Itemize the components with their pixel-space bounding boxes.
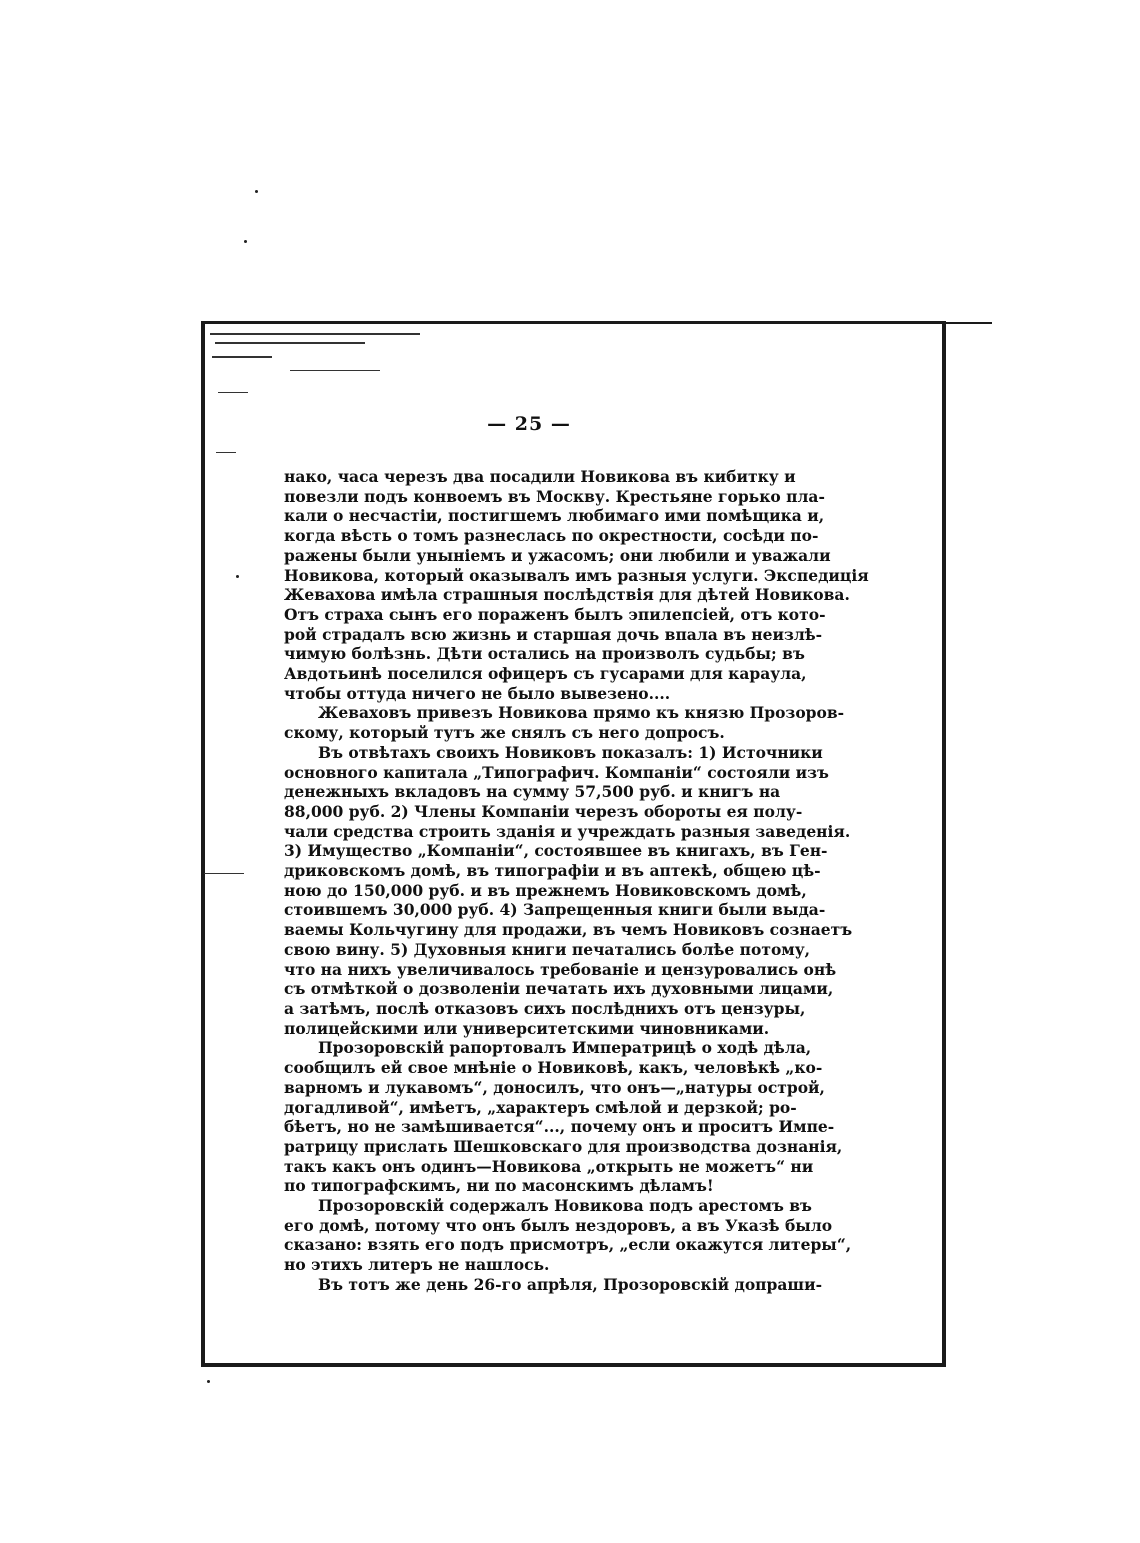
text-line: такъ какъ онъ одинъ—Новикова „открыть не можетъ“ ни (284, 1156, 814, 1176)
text-line: когда вѣсть о томъ разнеслась по окрестности, сосѣди по- (284, 526, 819, 546)
paragraph (284, 742, 853, 1039)
text-line: повезли подъ конвоемъ въ Москву. Крестьяне горько пла- (284, 486, 825, 506)
text-line: ратрицу прислать Шешковскаго для производства дознанія, (284, 1136, 843, 1156)
text-line: денежныхъ вкладовъ на сумму 57,500 руб. и книгъ на (284, 782, 781, 802)
scan-noise (212, 356, 272, 358)
text-line: сообщилъ ей свое мнѣніе о Новиковѣ, какъ, человѣкѣ „ко- (284, 1058, 823, 1078)
text-line: ражены были уныніемъ и ужасомъ; они любили и уважали (284, 545, 831, 565)
text-line: свою вину. 5) Духовныя книги печатались болѣе потому, (284, 939, 811, 959)
scan-speck (236, 575, 239, 578)
border-edge (940, 322, 992, 324)
scan-noise (216, 452, 236, 453)
text-line: ваемы Кольчугину для продажи, въ чемъ Новиковъ сознаетъ (284, 920, 853, 940)
text-line: скому, который тутъ же снялъ съ него допросъ. (284, 723, 725, 743)
text-line: Въ тотъ же день 26-го апрѣля, Прозоровскій допраши- (318, 1274, 822, 1294)
text-line: его домѣ, потому что онъ былъ нездоровъ, а въ Указѣ было (284, 1215, 833, 1235)
text-line: стоившемъ 30,000 руб. 4) Запрещенныя книги были выда- (284, 900, 826, 920)
text-line: а затѣмъ, послѣ отказовъ сихъ послѣднихъ отъ цензуры, (284, 998, 806, 1018)
text-line: Прозоровскій рапортовалъ Императрицѣ о ходѣ дѣла, (318, 1038, 812, 1058)
body-text (284, 467, 869, 1295)
text-line: Новикова, который оказывалъ имъ разныя услуги. Экспедиція (284, 565, 869, 585)
scan-noise (290, 370, 380, 371)
text-line: Прозоровскій содержалъ Новикова подъ арестомъ въ (318, 1196, 812, 1216)
text-line: рой страдалъ всю жизнь и старшая дочь впала въ неизлѣ- (284, 624, 823, 644)
text-line: чтобы оттуда ничего не было вывезено.... (284, 683, 671, 703)
paragraph (284, 467, 869, 703)
text-line: дриковскомъ домѣ, въ типографіи и въ аптекѣ, общею цѣ- (284, 861, 821, 881)
text-line: Отъ страха сынъ его пораженъ былъ эпилепсіей, отъ кото- (284, 604, 826, 624)
scan-speck (244, 240, 247, 243)
scan-noise (204, 873, 244, 874)
paragraph (284, 1196, 852, 1275)
text-line: полицейскими или университетскими чиновниками. (284, 1018, 770, 1038)
page-number: — 25 — (487, 413, 571, 435)
text-line: по типографскимъ, ни по масонскимъ дѣламъ! (284, 1176, 714, 1196)
text-line: съ отмѣткой о дозволеніи печатать ихъ духовными лицами, (284, 979, 834, 999)
text-line: Авдотьинѣ поселился офицеръ съ гусарами для караула, (284, 664, 807, 684)
text-line: чали средства строить зданія и учреждать разныя заведенія. (284, 821, 851, 841)
scan-noise (215, 342, 365, 344)
text-line: основного капитала „Типографич. Компаніи“ состояли изъ (284, 762, 829, 782)
paragraph (284, 1038, 843, 1196)
text-line: Жевахова имѣла страшныя послѣдствія для дѣтей Новикова. (284, 585, 850, 605)
text-line: Жеваховъ привезъ Новикова прямо къ князю Прозоров- (318, 703, 845, 723)
text-line: Въ отвѣтахъ своихъ Новиковъ показалъ: 1) Источники (318, 742, 823, 762)
paragraph (284, 1274, 822, 1295)
text-line: сказано: взять его подъ присмотръ, „если окажутся литеры“, (284, 1235, 852, 1255)
text-line: догадливой“, имѣетъ, „характеръ смѣлой и дерзкой; ро- (284, 1097, 797, 1117)
scan-speck (255, 190, 258, 193)
text-line: варномъ и лукавомъ“, доносилъ, что онъ—„натуры острой, (284, 1077, 825, 1097)
text-line: нако, часа черезъ два посадили Новикова въ кибитку и (284, 467, 796, 486)
text-line: что на нихъ увеличивалось требованіе и цензуровались онѣ (284, 959, 837, 979)
text-line: 3) Имущество „Компаніи“, состоявшее въ книгахъ, въ Ген- (284, 841, 828, 861)
scan-speck (207, 1380, 210, 1383)
paragraph (284, 703, 845, 743)
text-line: кали о несчастіи, постигшемъ любимаго ими помѣщика и, (284, 506, 825, 526)
text-line: 88,000 руб. 2) Члены Компаніи черезъ обороты ея полу- (284, 801, 803, 821)
text-line: ною до 150,000 руб. и въ прежнемъ Новиковскомъ домѣ, (284, 880, 807, 900)
scan-noise (210, 333, 420, 335)
text-line: чимую болѣзнь. Дѣти остались на произволъ судьбы; въ (284, 644, 805, 664)
scan-noise (218, 392, 248, 393)
text-line: бѣетъ, но не замѣшивается“..., почему онъ и проситъ Импе- (284, 1117, 835, 1137)
text-line: но этихъ литеръ не нашлось. (284, 1255, 550, 1275)
